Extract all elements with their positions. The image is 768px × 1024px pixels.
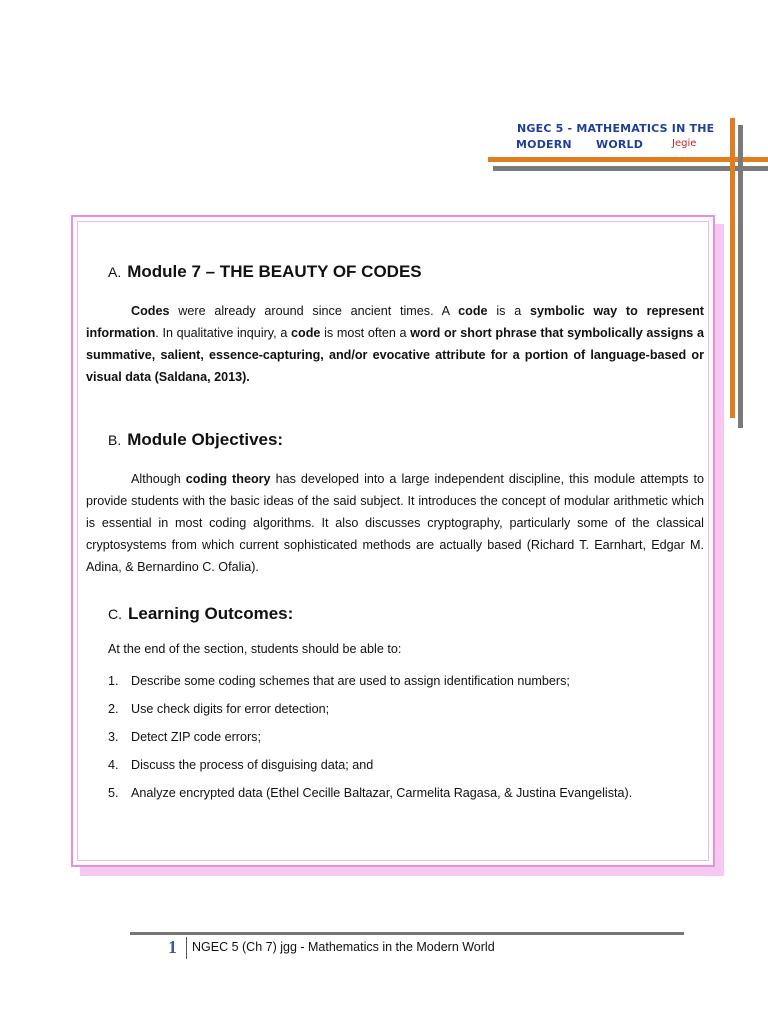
paragraph-text: Although (131, 472, 186, 486)
list-item-number: 5. (108, 786, 119, 800)
list-item (108, 730, 704, 745)
list-item (108, 674, 704, 689)
list-item-text: Use check digits for error detection; (131, 702, 330, 716)
emphasized-text: coding theory (185, 472, 271, 486)
section-b-paragraph (86, 468, 704, 578)
emphasized-text: code (291, 326, 321, 340)
footer-text: NGEC 5 (Ch 7) jgg - Mathematics in the Modern World (192, 940, 495, 954)
footer-page-number: 1 (168, 937, 177, 957)
section-a-paragraph (86, 300, 704, 388)
content-body (86, 262, 704, 814)
list-item-number: 1. (108, 674, 119, 688)
list-item (108, 786, 704, 801)
section-a-letter: A. (108, 264, 122, 280)
section-c-heading (86, 604, 704, 624)
section-c-letter: C. (108, 606, 122, 622)
header-course-title-line2: MODERN WORLD (516, 138, 644, 151)
section-b-letter: B. (108, 432, 122, 448)
header-orange-rule (488, 157, 768, 162)
paragraph-text: is most often a (320, 326, 411, 340)
section-b-title: Module Objectives: (127, 430, 284, 449)
footer-separator (186, 937, 187, 959)
section-b-heading (86, 430, 704, 450)
list-item-text: Discuss the process of disguising data; and (131, 758, 374, 772)
learning-outcomes-list (86, 674, 704, 801)
vertical-gray-rule (738, 125, 743, 428)
vertical-orange-rule (730, 118, 735, 418)
section-a-title: Module 7 – THE BEAUTY OF CODES (127, 262, 422, 281)
header-author: Jegie (672, 138, 697, 149)
section-c-intro: At the end of the section, students should be able to: (108, 642, 402, 656)
emphasized-text: word or short phrase that symbolically assigns a summative, salient, essence-capturing, and/or evocative attribute for a portion of language-based or visual data (Saldana, 2013). (86, 326, 704, 384)
list-item-number: 3. (108, 730, 119, 744)
emphasized-text: code (458, 304, 488, 318)
list-item-text: Detect ZIP code errors; (131, 730, 261, 744)
footer-rule (130, 932, 684, 935)
section-a-heading (86, 262, 704, 282)
list-item (108, 702, 704, 717)
content-box (71, 215, 715, 867)
section-c-title: Learning Outcomes: (128, 604, 294, 623)
list-item (108, 758, 704, 773)
emphasized-text: Codes (131, 304, 170, 318)
paragraph-text: . In qualitative inquiry, a (155, 326, 292, 340)
paragraph-text: were already around since ancient times. A (169, 304, 459, 318)
list-item-text: Analyze encrypted data (Ethel Cecille Baltazar, Carmelita Ragasa, & Justina Evangelista). (131, 786, 633, 800)
list-item-number: 4. (108, 758, 119, 772)
list-item-number: 2. (108, 702, 119, 716)
header-course-title-line1: NGEC 5 - MATHEMATICS IN THE (517, 122, 715, 135)
paragraph-text: is a (487, 304, 530, 318)
paragraph-text: has developed into a large independent discipline, this module attempts to provide students with the basic ideas of the said subject. It introduces the concept of modular arithmetic which is essential in most coding algorithms. It also discusses cryptography, particularly some of the classical cryptosystems from which current sophisticated methods are actually based (Richard T. Earnhart, Edgar M. Adina, & Bernardino C. Ofalia). (86, 472, 704, 574)
header-gray-rule (493, 166, 768, 171)
list-item-text: Describe some coding schemes that are used to assign identification numbers; (131, 674, 570, 688)
emphasized-text: symbolic way to represent information (86, 304, 704, 340)
